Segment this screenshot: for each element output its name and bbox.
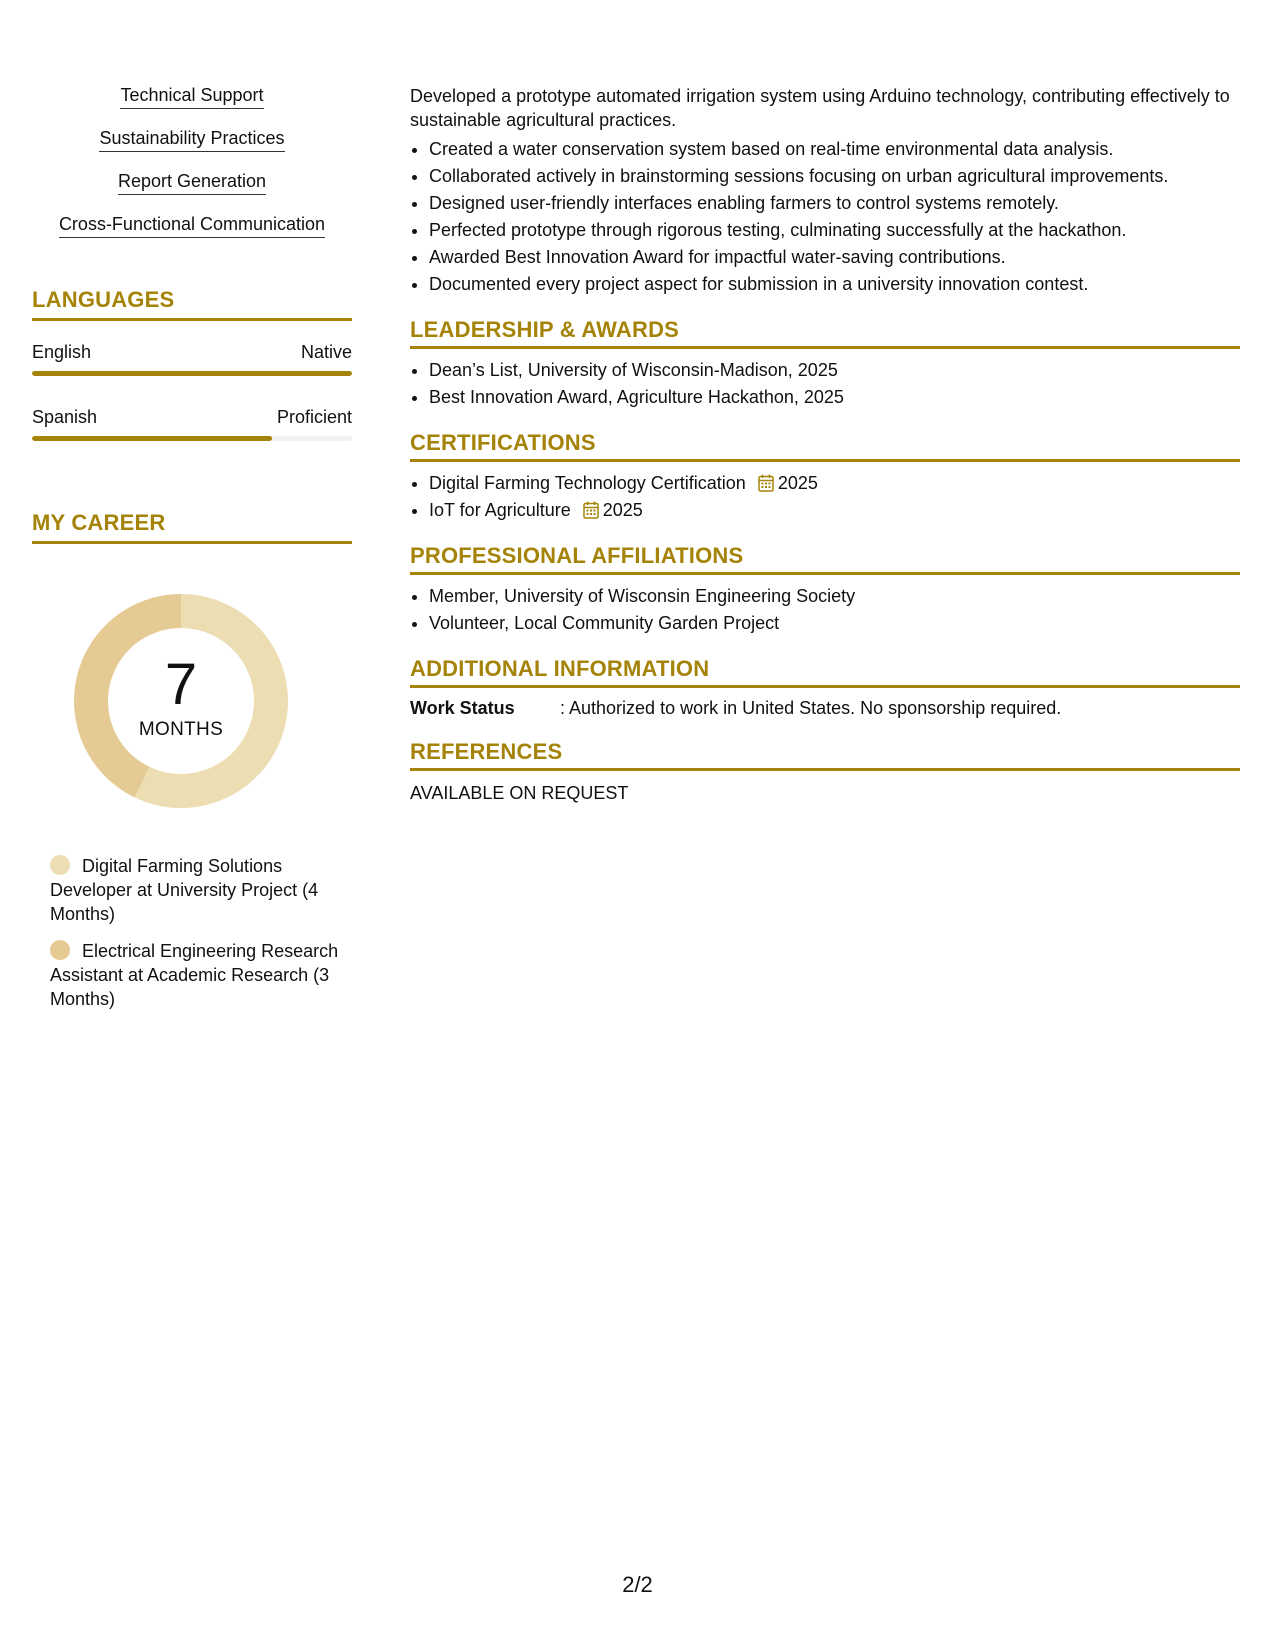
career-heading: MY CAREER	[32, 509, 352, 544]
legend-label: Electrical Engineering Research Assistant at Academic Research (3 Months)	[50, 941, 339, 1009]
certification-name: IoT for Agriculture	[429, 500, 571, 520]
project-intro: Developed a prototype automated irrigation system using Arduino technology, contributing effectively to sustainable agricultural practices.	[410, 86, 1230, 130]
leadership-section	[410, 316, 1240, 411]
list-item: • Member, University of Wisconsin Engineering Society	[429, 583, 1240, 610]
skills-list	[32, 84, 352, 238]
certification-name: Digital Farming Technology Certification	[429, 473, 746, 493]
donut-center	[66, 652, 296, 742]
certification-year: 2025	[602, 500, 643, 520]
additional-info-section	[410, 655, 1240, 720]
list-item: • Volunteer, Local Community Garden Project	[429, 610, 1240, 637]
skill-tag: Sustainability Practices	[99, 127, 284, 152]
project-bullets	[410, 136, 1240, 298]
calendar-icon	[758, 474, 774, 492]
list-item: • Awarded Best Innovation Award for impactful water-saving contributions.	[429, 244, 1240, 271]
career-total-months: 7	[164, 652, 198, 717]
language-proficiency-bar	[32, 436, 352, 441]
affiliations-heading: PROFESSIONAL AFFILIATIONS	[410, 542, 1240, 575]
references-heading: REFERENCES	[410, 738, 1240, 771]
legend-item	[50, 854, 340, 926]
certifications-heading: CERTIFICATIONS	[410, 429, 1240, 462]
work-status-row	[410, 696, 1240, 720]
career-donut-chart	[66, 586, 296, 816]
language-name: Spanish	[32, 407, 98, 427]
language-proficiency-fill	[32, 436, 272, 441]
legend-dot	[50, 940, 70, 960]
skill-tag: Technical Support	[120, 84, 263, 109]
additional-info-heading: ADDITIONAL INFORMATION	[410, 655, 1240, 688]
skill-tag: Report Generation	[118, 170, 266, 195]
language-proficiency-fill	[32, 371, 352, 376]
left-column	[32, 84, 352, 1024]
list-item: • Designed user-friendly interfaces enabling farmers to control systems remotely.	[429, 190, 1240, 217]
legend-dot	[50, 855, 70, 875]
right-column	[410, 84, 1240, 805]
language-level: Proficient	[276, 407, 352, 427]
list-item: • Dean’s List, University of Wisconsin-Madison, 2025	[429, 357, 1240, 384]
skill-tag: Cross-Functional Communication	[59, 213, 325, 238]
certification-year: 2025	[777, 473, 818, 493]
work-status-value: : Authorized to work in United States. No sponsorship required.	[560, 698, 1062, 718]
certifications-section	[410, 429, 1240, 524]
career-total-unit: MONTHS	[138, 719, 224, 740]
list-item: • Created a water conservation system based on real-time environmental data analysis.	[429, 136, 1240, 163]
language-english	[32, 341, 352, 376]
references-section	[410, 738, 1240, 805]
list-item: • Collaborated actively in brainstorming sessions focusing on urban agricultural improvements.	[429, 163, 1240, 190]
language-proficiency-bar	[32, 371, 352, 376]
affiliations-section	[410, 542, 1240, 637]
language-level: Native	[300, 342, 352, 362]
language-name: English	[32, 342, 92, 362]
legend-label: Digital Farming Solutions Developer at University Project (4 Months)	[50, 856, 319, 924]
language-spanish	[32, 406, 352, 441]
work-status-label: Work Status	[410, 698, 515, 718]
calendar-icon	[583, 501, 599, 519]
career-legend	[50, 854, 340, 1011]
page-number: 2/2	[622, 1572, 653, 1597]
list-item: • Perfected prototype through rigorous testing, culminating successfully at the hackathon.	[429, 217, 1240, 244]
certification-item	[429, 497, 1240, 524]
legend-item	[50, 939, 340, 1011]
list-item: • Documented every project aspect for submission in a university innovation contest.	[429, 271, 1240, 298]
languages-heading: LANGUAGES	[32, 286, 352, 321]
references-text: AVAILABLE ON REQUEST	[410, 783, 629, 803]
list-item: • Best Innovation Award, Agriculture Hackathon, 2025	[429, 384, 1240, 411]
certification-item	[429, 470, 1240, 497]
leadership-heading: LEADERSHIP & AWARDS	[410, 316, 1240, 349]
